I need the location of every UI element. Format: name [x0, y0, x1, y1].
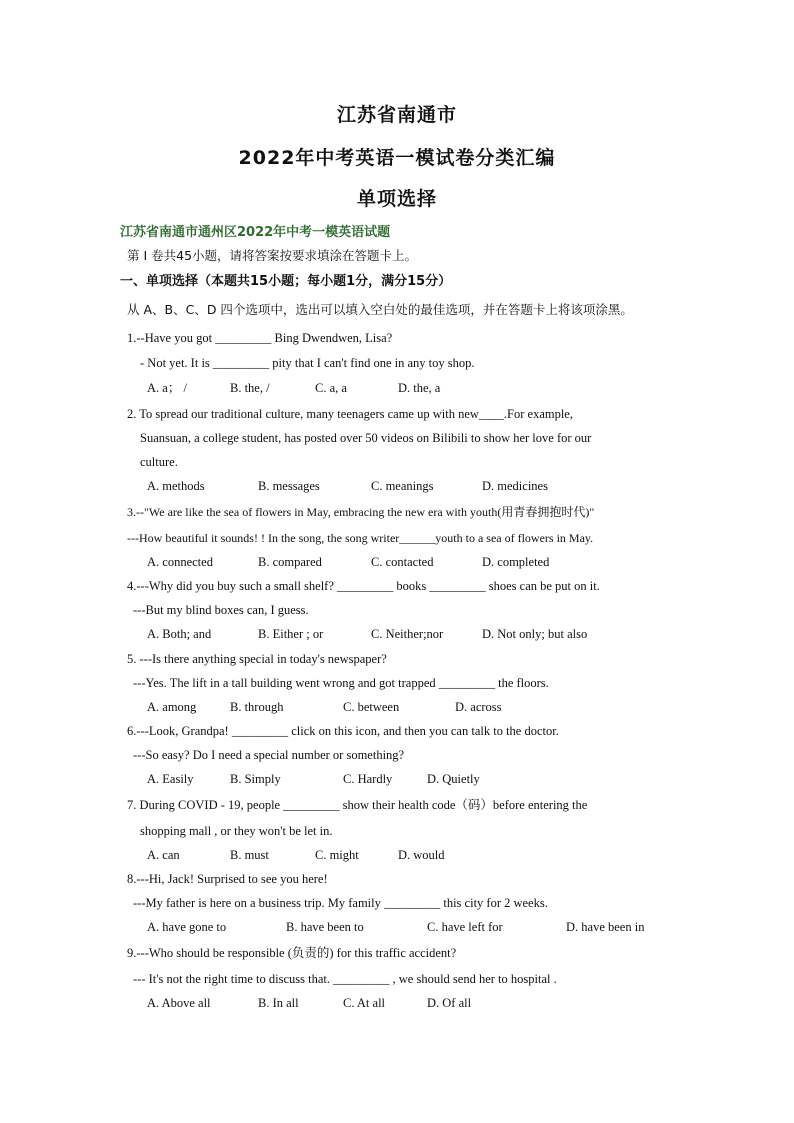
instruction-text: 第 I 卷共45小题，请将答案按要求填涂在答题卡上。 — [127, 248, 418, 263]
question-2-option-a: A. methods — [147, 479, 205, 493]
doc-title-main: 2022年中考英语一模试卷分类汇编 — [238, 147, 556, 169]
question-9-option-c: C. At all — [343, 996, 386, 1010]
source-heading: 江苏省南通市通州区2022年中考一模英语试题 — [120, 225, 391, 240]
question-3-option-a: A. connected — [147, 555, 213, 569]
question-3-line-2: ---How beautiful it sounds! ! In the song, the song writer______youth to a sea of flowers in May. — [127, 531, 594, 545]
question-5-line-1: 5. ---Is there anything special in today's newspaper? — [127, 652, 387, 666]
question-7-option-c: C. might — [315, 848, 359, 862]
question-1-option-d: D. the, a — [398, 381, 441, 395]
question-2-option-b: B. messages — [258, 479, 320, 493]
question-3-option-d: D. completed — [482, 555, 550, 569]
question-7-option-a: A. can — [147, 848, 180, 862]
question-5-option-d: D. across — [455, 700, 502, 714]
question-4-option-a: A. Both; and — [147, 627, 212, 641]
question-7-option-d: D. would — [398, 848, 445, 862]
question-2-option-d: D. medicines — [482, 479, 548, 493]
question-1-line-2: - Not yet. It is _________ pity that I can't find one in any toy shop. — [140, 356, 475, 370]
question-4-line-1: 4.---Why did you buy such a small shelf? _________ books _________ shoes can be put on it. — [127, 579, 600, 593]
question-9-option-b: B. In all — [258, 996, 299, 1010]
question-6-option-a: A. Easily — [147, 772, 194, 786]
doc-title-section: 单项选择 — [356, 188, 437, 210]
question-2-line-1: 2. To spread our traditional culture, many teenagers came up with new____.For example, — [127, 407, 573, 421]
question-2-line-2: Suansuan, a college student, has posted over 50 videos on Bilibili to show her love for our — [140, 431, 592, 445]
question-8-option-a: A. have gone to — [147, 920, 227, 934]
question-6-option-c: C. Hardly — [343, 772, 393, 786]
question-4-option-b: B. Either ; or — [258, 627, 324, 641]
question-8-option-b: B. have been to — [286, 920, 364, 934]
directions-text: 从 A、B、C、D 四个选项中，选出可以填入空白处的最佳选项，并在答题卡上将该项涂黑。 — [127, 302, 633, 317]
question-1-option-c: C. a, a — [315, 381, 347, 395]
part-heading: 一、单项选择（本题共15小题；每小题1分，满分15分） — [120, 274, 452, 289]
question-4-option-c: C. Neither;nor — [371, 627, 444, 641]
question-9-option-a: A. Above all — [147, 996, 211, 1010]
question-5-option-c: C. between — [343, 700, 400, 714]
question-9-line-1: 9.---Who should be responsible (负责的) for this traffic accident? — [127, 946, 457, 960]
question-3-option-b: B. compared — [258, 555, 322, 569]
doc-title-region: 江苏省南通市 — [336, 104, 457, 126]
question-3-option-c: C. contacted — [371, 555, 434, 569]
question-4-option-d: D. Not only; but also — [482, 627, 588, 641]
question-7-option-b: B. must — [230, 848, 269, 862]
question-9-line-2: --- It's not the right time to discuss that. _________ , we should send her to hospital . — [133, 972, 557, 986]
question-8-option-d: D. have been in — [566, 920, 645, 934]
question-7-line-1: 7. During COVID - 19, people _________ show their health code（码）before entering the — [127, 798, 588, 812]
question-1-option-b: B. the, / — [230, 381, 270, 395]
question-2-option-c: C. meanings — [371, 479, 434, 493]
question-2-line-3: culture. — [140, 455, 178, 469]
question-1-line-1: 1.--Have you got _________ Bing Dwendwen, Lisa? — [127, 331, 393, 345]
question-5-option-b: B. through — [230, 700, 284, 714]
question-6-line-1: 6.---Look, Grandpa! _________ click on this icon, and then you can talk to the doctor. — [127, 724, 559, 738]
question-5-option-a: A. among — [147, 700, 197, 714]
question-4-line-2: ---But my blind boxes can, I guess. — [133, 603, 309, 617]
question-7-line-2: shopping mall , or they won't be let in. — [140, 824, 333, 838]
question-6-line-2: ---So easy? Do I need a special number or something? — [133, 748, 405, 762]
question-8-line-2: ---My father is here on a business trip. My family _________ this city for 2 weeks. — [133, 896, 548, 910]
question-5-line-2: ---Yes. The lift in a tall building went wrong and got trapped _________ the floors. — [133, 676, 549, 690]
question-9-option-d: D. Of all — [427, 996, 472, 1010]
question-8-line-1: 8.---Hi, Jack! Surprised to see you here! — [127, 872, 328, 886]
question-6-option-b: B. Simply — [230, 772, 281, 786]
question-3-line-1: 3.--"We are like the sea of flowers in May, embracing the new era with youth(用青春拥抱时代)" — [127, 505, 595, 519]
question-1-option-a: A. a； / — [147, 381, 187, 395]
question-8-option-c: C. have left for — [427, 920, 503, 934]
question-6-option-d: D. Quietly — [427, 772, 480, 786]
